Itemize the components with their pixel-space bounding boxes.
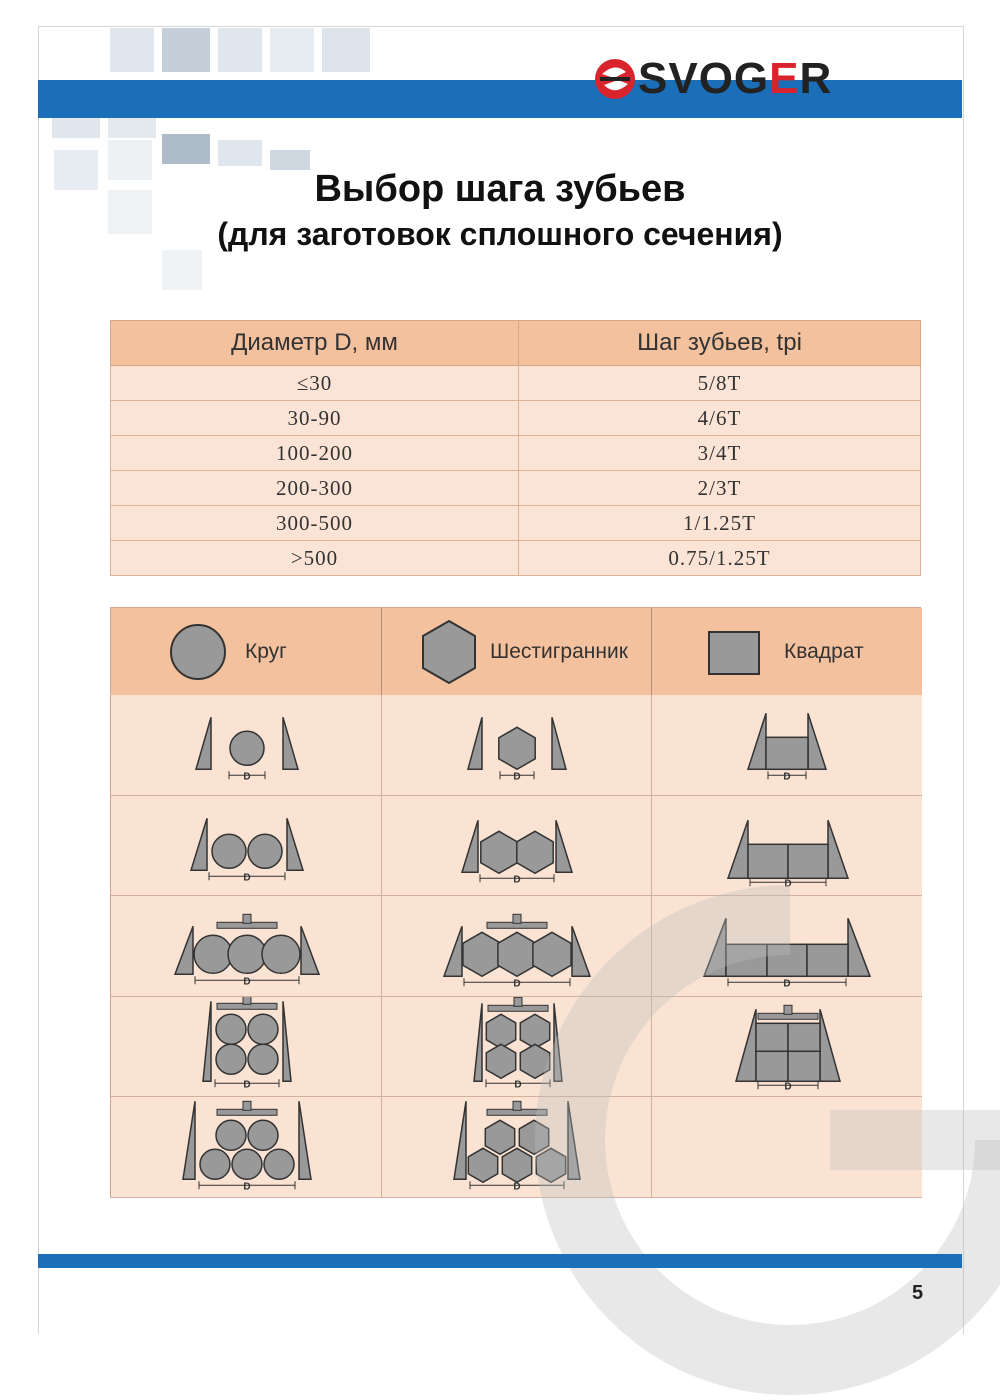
table-row xyxy=(111,471,921,506)
hexagon-clamping-diagram xyxy=(382,695,652,796)
svg-text:D: D xyxy=(783,771,791,783)
svg-text:D: D xyxy=(514,1079,522,1091)
svg-text:D: D xyxy=(243,871,251,883)
clamping-diagram-drawing xyxy=(111,1097,382,1198)
svoger-logo xyxy=(592,56,832,102)
cell-tpi: 0.75/1.25T xyxy=(519,541,921,576)
page-number: 5 xyxy=(912,1282,924,1304)
svg-text:D: D xyxy=(513,771,521,783)
cell-tpi: 5/8T xyxy=(519,366,921,401)
tpi-table-header xyxy=(111,321,921,366)
cell-diameter: 30-90 xyxy=(111,401,519,436)
clamping-diagram-drawing xyxy=(111,796,382,897)
decorative-tiles xyxy=(0,0,1000,300)
table-row xyxy=(111,436,921,471)
header-tpi: Шаг зубьев, tpi xyxy=(519,321,921,366)
clamping-diagram-drawing xyxy=(652,695,922,796)
cell-diameter: 200-300 xyxy=(111,471,519,506)
logo-watermark xyxy=(530,877,1000,1400)
circle-shape-icon xyxy=(163,617,233,687)
cell-tpi: 4/6T xyxy=(519,401,921,436)
circle-clamping-diagram xyxy=(111,695,382,796)
logo-e: E xyxy=(769,54,800,103)
header-hexagon-label: Шестигранник xyxy=(490,639,628,663)
svg-text:D: D xyxy=(243,1079,251,1091)
cell-tpi: 2/3T xyxy=(519,471,921,506)
circle-clamping-diagram xyxy=(111,796,382,897)
page-title: Выбор шага зубьев xyxy=(314,168,686,210)
svg-text:D: D xyxy=(513,873,521,885)
circle-clamping-diagram xyxy=(111,896,382,997)
cell-diameter: >500 xyxy=(111,541,519,576)
header-hexagon xyxy=(382,608,652,695)
logo-wordmark xyxy=(638,56,832,102)
circle-clamping-diagram xyxy=(111,997,382,1098)
logo-mark-icon xyxy=(592,56,638,102)
cell-diameter: 300-500 xyxy=(111,506,519,541)
table-row xyxy=(111,366,921,401)
svg-text:D: D xyxy=(513,978,521,990)
clamping-diagram-drawing xyxy=(111,997,382,1098)
cell-tpi: 1/1.25T xyxy=(519,506,921,541)
svg-text:D: D xyxy=(243,1181,251,1193)
tpi-table xyxy=(110,320,921,576)
square-shape-icon xyxy=(702,617,772,687)
svg-text:D: D xyxy=(243,976,251,988)
header-square xyxy=(652,608,922,695)
svg-text:D: D xyxy=(784,1081,792,1093)
logo-prefix: SVOG xyxy=(638,54,770,103)
header-circle-label: Круг xyxy=(245,639,287,663)
clamping-diagram-drawing xyxy=(111,896,382,997)
clamping-diagram-drawing xyxy=(111,695,382,796)
header-square-label: Квадрат xyxy=(784,639,864,663)
svg-text:D: D xyxy=(243,771,251,783)
svg-text:D: D xyxy=(784,877,792,889)
table-row xyxy=(111,541,921,576)
clamping-diagram-drawing xyxy=(382,695,652,796)
table-row xyxy=(111,401,921,436)
circle-clamping-diagram xyxy=(111,1097,382,1198)
footer-band xyxy=(38,1254,962,1268)
svg-text:D: D xyxy=(513,1181,521,1193)
cell-diameter: ≤30 xyxy=(111,366,519,401)
hexagon-shape-icon xyxy=(414,617,484,687)
svg-text:D: D xyxy=(783,978,791,990)
table-row xyxy=(111,506,921,541)
square-clamping-diagram xyxy=(652,695,922,796)
cell-tpi: 3/4T xyxy=(519,436,921,471)
header-circle xyxy=(111,608,382,695)
page-subtitle: (для заготовок сплошного сечения) xyxy=(217,216,783,252)
cell-diameter: 100-200 xyxy=(111,436,519,471)
logo-suffix: R xyxy=(799,54,833,103)
header-diameter: Диаметр D, мм xyxy=(111,321,519,366)
